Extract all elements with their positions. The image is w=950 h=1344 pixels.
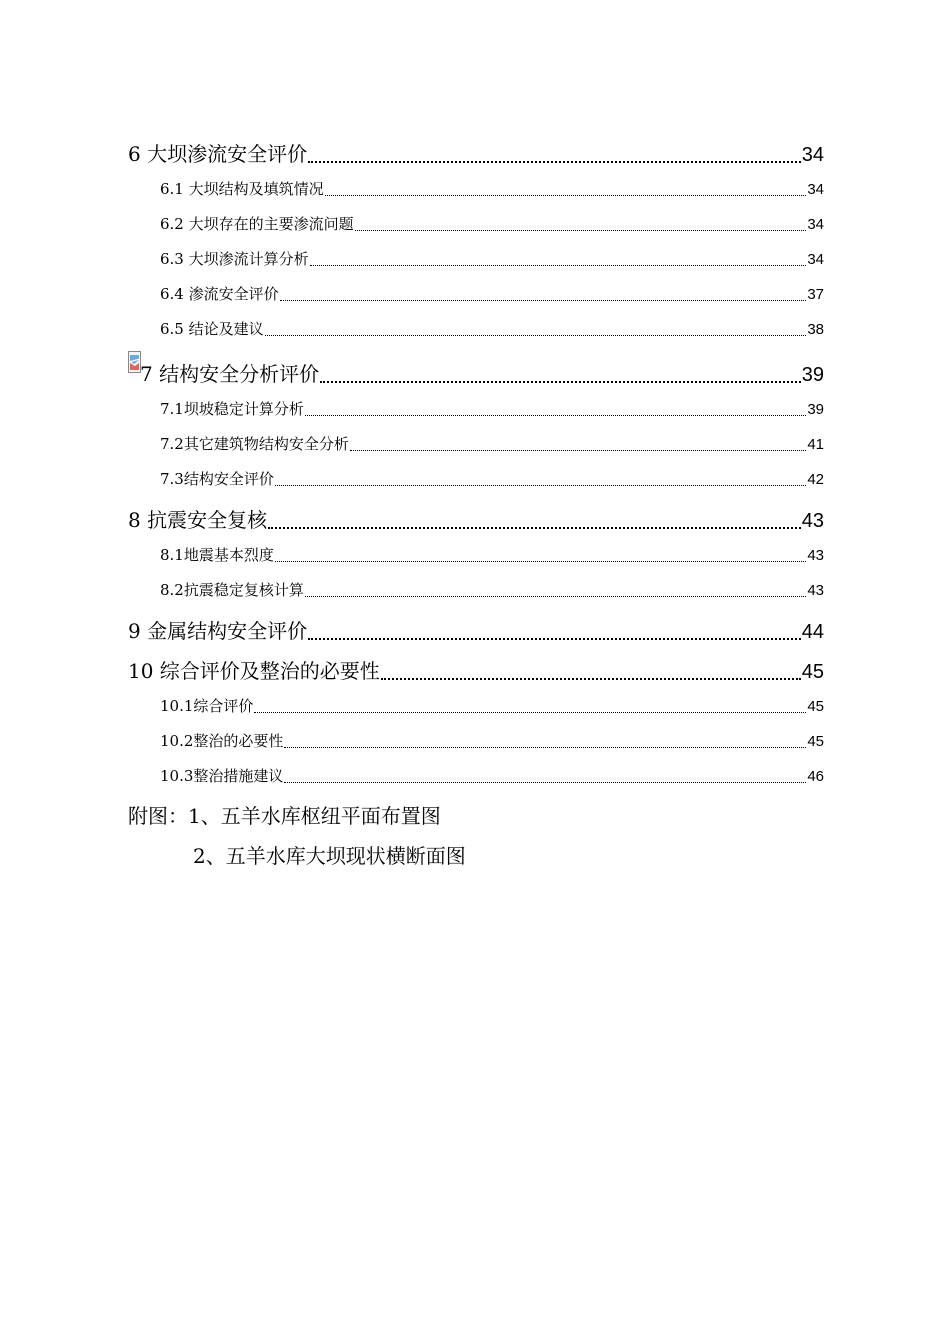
toc-entry-8-1[interactable]: [160, 544, 824, 565]
toc-entry-label: 7.1坝坡稳定计算分析: [160, 400, 304, 418]
toc-entry-label: 10.2整治的必要性: [160, 732, 284, 750]
toc-entry-7-1[interactable]: [160, 398, 824, 419]
toc-entry-9[interactable]: [128, 615, 824, 644]
dot-leader: [310, 265, 807, 266]
toc-page-number: 43: [807, 582, 824, 599]
toc-page-number: 42: [807, 471, 824, 488]
toc-page-number: 38: [807, 321, 824, 338]
toc-page-number: 34: [807, 216, 824, 233]
toc-page-number: 37: [807, 286, 824, 303]
toc-entry-label: 7.3结构安全评价: [160, 470, 274, 488]
toc-entry-label: 8 抗震安全复核: [128, 508, 268, 532]
dot-leader: [254, 712, 806, 713]
dot-leader: [308, 161, 801, 163]
toc-entry-label: 10.3整治措施建议: [160, 767, 284, 785]
appendix-line-1: 附图：1、五羊水库枢纽平面布置图: [128, 804, 441, 828]
toc-entry-label: 8.1地震基本烈度: [160, 546, 274, 564]
toc-entry-label: 6 大坝渗流安全评价: [128, 142, 308, 166]
toc-page-number: 39: [807, 401, 824, 418]
dot-leader: [284, 782, 806, 783]
dot-leader: [355, 230, 807, 231]
toc-entry-label: 7 结构安全分析评价: [140, 362, 320, 386]
dot-leader: [325, 195, 807, 196]
toc-entry-10-3[interactable]: [160, 765, 824, 786]
toc-entry-label: 6.1 大坝结构及填筑情况: [160, 180, 324, 198]
dot-leader: [275, 485, 806, 486]
toc-entry-6-3[interactable]: [160, 248, 824, 269]
toc-entry-7[interactable]: [140, 358, 824, 387]
toc-entry-label: 8.2抗震稳定复核计算: [160, 581, 304, 599]
toc-entry-label: 6.2 大坝存在的主要渗流问题: [160, 215, 354, 233]
toc-page-number: 44: [801, 621, 824, 643]
dot-leader: [275, 561, 806, 562]
toc-entry-10[interactable]: [128, 655, 824, 684]
toc-page-number: 34: [801, 144, 824, 166]
toc-page-number: 45: [807, 698, 824, 715]
toc-page-number: 41: [807, 436, 824, 453]
toc-entry-8[interactable]: [128, 504, 824, 533]
toc-entry-10-2[interactable]: [160, 730, 824, 751]
toc-entry-label: 6.5 结论及建议: [160, 320, 264, 338]
dot-leader: [308, 638, 801, 640]
toc-page-number: 39: [801, 364, 824, 386]
toc-page-number: 45: [807, 733, 824, 750]
dot-leader: [381, 678, 801, 680]
toc-page-number: 34: [807, 251, 824, 268]
dot-leader: [350, 450, 806, 451]
dot-leader: [305, 596, 806, 597]
toc-entry-7-3[interactable]: [160, 468, 824, 489]
toc-page-number: 45: [801, 661, 824, 683]
toc-entry-6-5[interactable]: [160, 318, 824, 339]
dot-leader: [320, 381, 801, 383]
toc-entry-label: 9 金属结构安全评价: [128, 619, 308, 643]
toc-entry-label: 6.4 渗流安全评价: [160, 285, 279, 303]
toc-entry-6-4[interactable]: [160, 283, 824, 304]
toc-page-number: 43: [807, 547, 824, 564]
toc-entry-label: 10 综合评价及整治的必要性: [128, 659, 380, 683]
toc-entry-label: 10.1综合评价: [160, 697, 254, 715]
dot-leader: [268, 527, 801, 529]
toc-entry-6-2[interactable]: [160, 213, 824, 234]
toc-entry-label: 7.2其它建筑物结构安全分析: [160, 435, 349, 453]
dot-leader: [280, 300, 807, 301]
toc-entry-7-2[interactable]: [160, 433, 824, 454]
toc-page-number: 46: [807, 768, 824, 785]
toc-page-number: 34: [807, 181, 824, 198]
toc-entry-label: 6.3 大坝渗流计算分析: [160, 250, 309, 268]
toc-page-number: 43: [801, 510, 824, 532]
toc-entry-8-2[interactable]: [160, 579, 824, 600]
toc-entry-6[interactable]: [128, 138, 824, 167]
appendix-line-2: 2、五羊水库大坝现状横断面图: [193, 844, 466, 868]
dot-leader: [305, 415, 806, 416]
toc-entry-10-1[interactable]: [160, 695, 824, 716]
toc-entry-6-1[interactable]: [160, 178, 824, 199]
dot-leader: [284, 747, 806, 748]
dot-leader: [265, 335, 807, 336]
